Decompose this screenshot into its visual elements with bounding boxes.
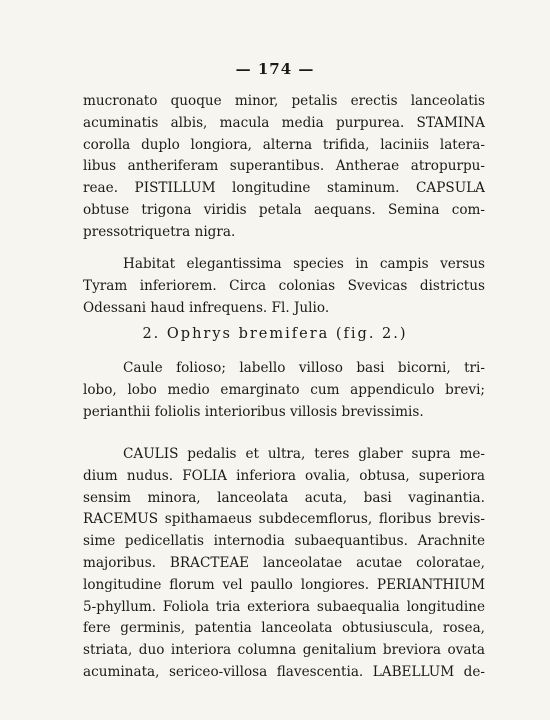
paragraph-description: [83, 444, 485, 684]
text-line: mucronato quoque minor, petalis erectis lanceolatis: [83, 93, 485, 109]
text-line: striata, duo interiora columna genitalium breviora ovata: [83, 642, 485, 659]
text-line: libus antheriferam superantibus. Antherae atropurpu-: [83, 158, 485, 175]
text-line: fere germinis, patentia lanceolata obtusiuscula, rosea,: [83, 620, 485, 637]
text-line: acuminata, sericeo-villosa flavescentia. LABELLUM de-: [83, 663, 485, 680]
text-line: pressotriquetra nigra.: [83, 223, 236, 240]
paragraph-habitat: [83, 254, 485, 319]
text-line: majoribus. BRACTEAE lanceolatae acutae coloratae,: [83, 554, 485, 571]
text-line: Habitat elegantissima species in campis versus: [123, 256, 485, 272]
text-line: dium nudus. FOLIA inferiora ovalia, obtusa, superiora: [83, 467, 485, 484]
text-line: reae. PISTILLUM longitudine staminum. CAPSULA: [83, 180, 485, 197]
text-line: longitudine florum vel paullo longiores. PERIANTHIUM: [83, 576, 485, 593]
species-heading: 2. Ophrys bremifera (fig. 2.): [142, 326, 408, 342]
text-line: acuminatis albis, macula media purpurea. STAMINA: [83, 114, 485, 131]
text-line: 5-phyllum. Foliola tria exteriora subaequalia longitudine: [83, 598, 485, 615]
text-line: perianthii foliolis interioribus villosis brevissimis.: [83, 403, 424, 420]
text-line: lobo, lobo medio emarginato cum appendiculo brevi;: [83, 381, 485, 398]
paragraph-diagnosis: [83, 358, 485, 423]
text-line: RACEMUS spithamaeus subdecemflorus, floribus brevis-: [83, 511, 485, 528]
text-line: Odessani haud infrequens. Fl. Julio.: [83, 299, 330, 316]
text-line: corolla duplo longiora, alterna trifida, laciniis latera-: [83, 136, 485, 153]
text-line: Caule folioso; labello villoso basi bicorni, tri-: [123, 360, 485, 376]
text-line: Tyram inferiorem. Circa colonias Svevicas districtus: [83, 277, 485, 294]
text-line: obtuse trigona viridis petala aequans. Semina com-: [83, 201, 485, 218]
text-line: sensim minora, lanceolata acuta, basi vaginantia.: [83, 489, 485, 506]
text-line: sime pedicellatis internodia subaequantibus. Arachnite: [83, 533, 485, 550]
page-number: — 174 —: [235, 60, 315, 78]
text-line: CAULIS pedalis et ultra, teres glaber supra me-: [123, 446, 485, 462]
paragraph-capsule-description: [83, 91, 485, 244]
